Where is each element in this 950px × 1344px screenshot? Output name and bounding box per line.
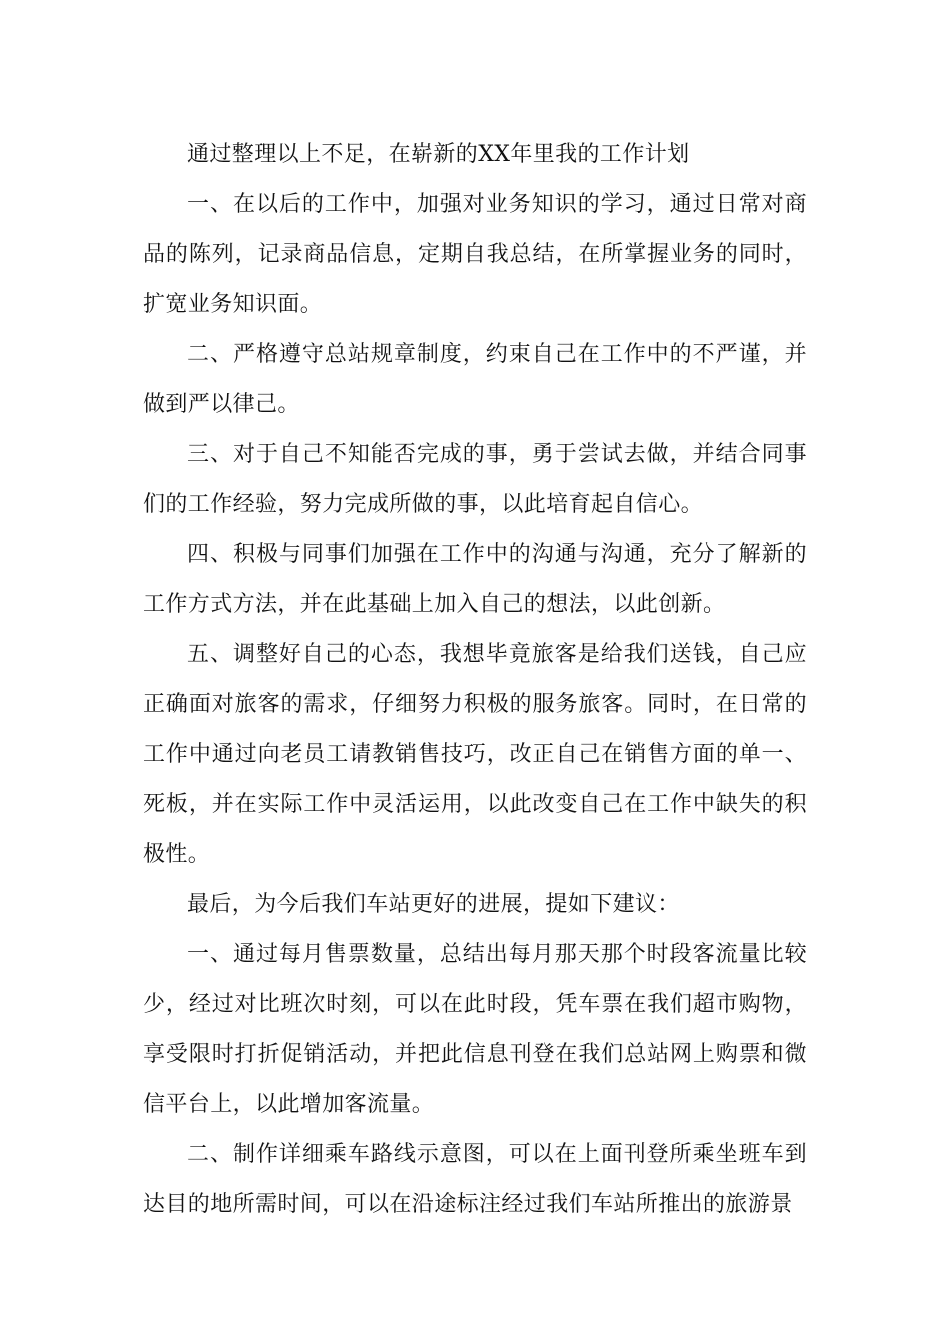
paragraph-suggestion-1: 一、通过每月售票数量，总结出每月那天那个时段客流量比较少，经过对比班次时刻，可以在此时段，凭车票在我们超市购物，享受限时打折促销活动，并把此信息刊登在我们总站网上购票和微信平台上，以此增加客流量。 [143, 942, 807, 1117]
paragraph-intro: 通过整理以上不足，在崭新的XX年里我的工作计划 [187, 142, 690, 167]
paragraph-plan-4: 四、积极与同事们加强在工作中的沟通与沟通，充分了解新的工作方式方法，并在此基础上加入自己的想法，以此创新。 [143, 542, 807, 617]
paragraph-suggestion-2: 二、制作详细乘车路线示意图，可以在上面刊登所乘坐班车到达目的地所需时间，可以在沿途标注经过我们车站所推出的旅游景 [143, 1142, 807, 1217]
paragraph-plan-5: 五、调整好自己的心态，我想毕竟旅客是给我们送钱，自己应正确面对旅客的需求，仔细努力积极的服务旅客。同时，在日常的工作中通过向老员工请教销售技巧，改正自己在销售方面的单一、死板，并在实际工作中灵活运用，以此改变自己在工作中缺失的积极性。 [143, 642, 807, 867]
paragraph-suggestions-intro: 最后，为今后我们车站更好的进展，提如下建议： [187, 892, 680, 917]
document-body [143, 130, 807, 1230]
paragraph-plan-3: 三、对于自己不知能否完成的事，勇于尝试去做，并结合同事们的工作经验，努力完成所做的事，以此培育起自信心。 [143, 442, 807, 517]
paragraph-plan-1: 一、在以后的工作中，加强对业务知识的学习，通过日常对商品的陈列，记录商品信息，定期自我总结，在所掌握业务的同时，扩宽业务知识面。 [143, 192, 807, 317]
paragraph-plan-2: 二、严格遵守总站规章制度，约束自己在工作中的不严谨，并做到严以律己。 [143, 342, 807, 417]
